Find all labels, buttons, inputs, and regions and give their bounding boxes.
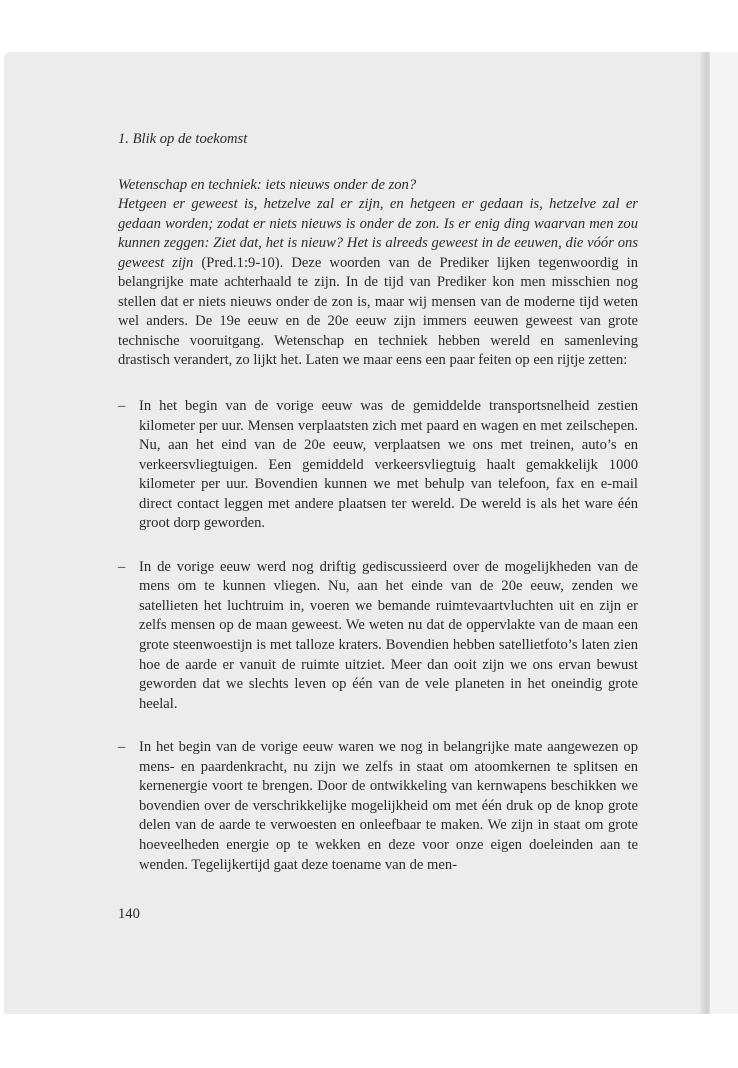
section-subtitle: Wetenschap en techniek: iets nieuws onder de zon? (118, 176, 417, 193)
intro-body: Deze woorden van de Prediker lijken tegenwoordig in belangrijke mate achterhaald te zijn. In de tijd van Prediker kon men misschien nog stellen dat er niets nieuws onder de zon is, maar wij mensen van de moderne tijd weten wel anders. De 19e eeuw en de 20e eeuw zijn immers eeuwen geweest van grote technische vooruitgang. Wetenschap en techniek hebben wereld en samenleving drastisch verandert, zo lijkt het. Laten we maar eens een paar feiten op een rijtje zetten: (118, 254, 638, 369)
intro-paragraph (118, 195, 638, 371)
chapter-title: 1. Blik op de toekomst (118, 131, 248, 147)
list-dash: – (118, 558, 126, 575)
list-dash: – (118, 398, 126, 415)
book-spine-shadow (700, 52, 710, 1014)
facing-page-edge (710, 52, 738, 1014)
list-item (118, 738, 638, 875)
list-item (118, 397, 638, 534)
list-item-text: In het begin van de vorige eeuw was de gemiddelde transportsnelheid zestien kilometer per uur. Mensen verplaatsten zich met paard en wagen en met zeilschepen. Nu, aan het eind van de 20e eeuw, verplaatsen we ons met treinen, auto’s en verkeersvliegtuigen. Een gemiddeld verkeersvliegtuig haalt gemakkelijk 1000 kilometer per uur. Bovendien kunnen we met behulp van telefoon, fax en e-mail direct contact leggen met andere plaatsen ter wereld. De wereld is als het ware één groot dorp geworden. (139, 398, 638, 532)
list-item (118, 558, 638, 714)
list-dash: – (118, 739, 126, 756)
list-item-text: In de vorige eeuw werd nog driftig gediscussieerd over de mogelijkheden van de mens om te kunnen vliegen. Nu, aan het einde van de 20e eeuw, zenden we satellieten het luchtruim in, voeren we bemande ruimtevaartvluchten uit en zijn er zelfs mensen op de maan geweest. We weten nu dat de oppervlakte van de maan een grote steenwoestijn is met talloze kraters. Bovendien hebben satellietfoto’s laten zien hoe de aarde er vanuit de ruimte uitziet. Meer dan ooit zijn we ons ervan bewust geworden dat we slechts leven op één van de vele planeten in het oneindig grote heelal. (139, 558, 638, 712)
page-content (118, 130, 638, 899)
list-item-text: In het begin van de vorige eeuw waren we nog in belangrijke mate aangewezen op mens- en paardenkracht, nu zijn we zelfs in staat om atoomkernen te splitsen en kernenergie voort te brengen. Door de ontwikkeling van kernwapens beschikken we bovendien over de verschrikkelijke mogelijkheid om met één druk op de knop grote delen van de aarde te verwoesten en onleefbaar te maken. We zijn in staat om grote hoeveelheden energie op te wekken en deze voor onze eigen doeleinden aan te wenden. Tegelijkertijd gaat deze toename van de men- (139, 739, 638, 873)
page-number: 140 (118, 906, 140, 922)
fact-list (118, 397, 638, 875)
bible-quote: Hetgeen er geweest is, hetzelve zal er zijn, en hetgeen er gedaan is, hetzelve zal er gedaan worden; zodat er niets nieuws is onder de zon. Is er enig ding waarvan men zou kunnen zeggen: Ziet dat, het is nieuw? Het is alreeds geweest in de eeuwen, die vóór ons geweest zijn (118, 196, 638, 271)
quote-reference: (Pred.1:9-10). (193, 254, 284, 271)
